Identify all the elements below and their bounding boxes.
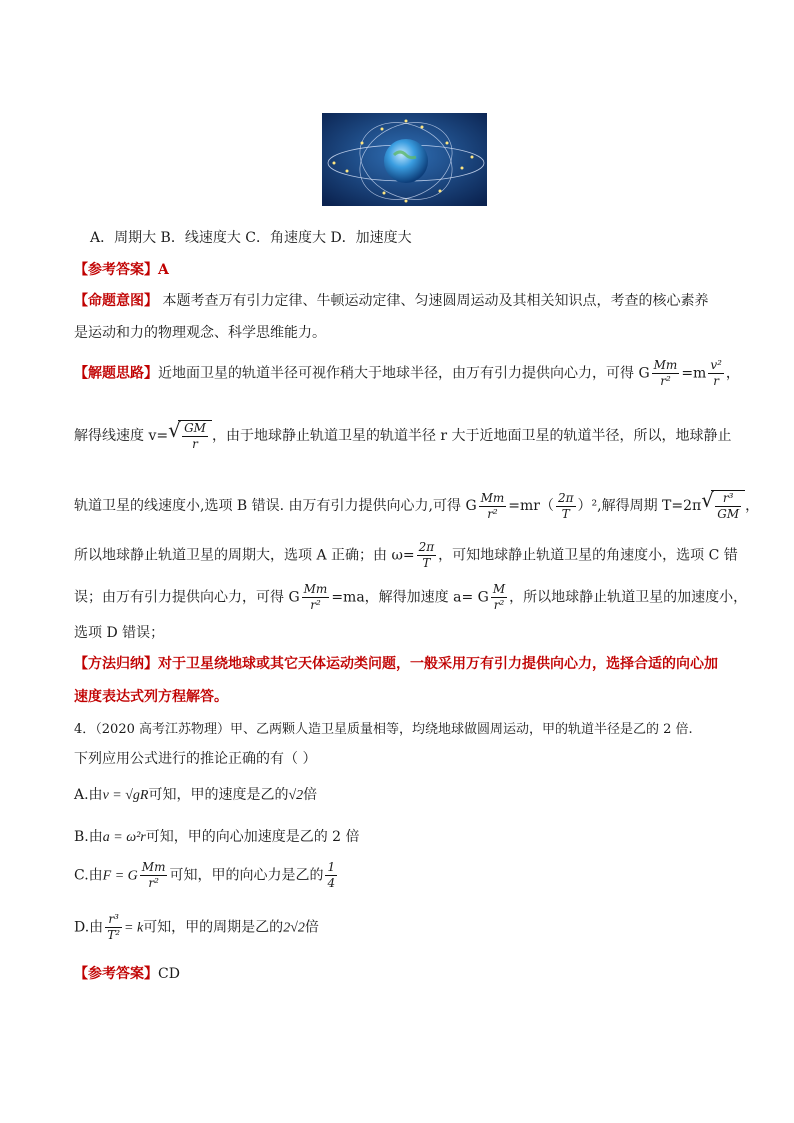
num: M — [492, 582, 506, 596]
text: =m — [681, 365, 707, 382]
text: ）²,解得周期 T=2π — [577, 498, 702, 514]
solution-line5 — [74, 582, 747, 613]
satellite-orbit-image — [322, 113, 487, 206]
options-line: A．周期大 B．线速度大 C．角速度大 D．加速度大 — [90, 230, 412, 246]
equation: = k — [124, 920, 144, 936]
text: B.由 — [74, 829, 103, 845]
fraction-v2-r — [708, 358, 724, 389]
equation: 2 — [283, 920, 291, 936]
num: 2π — [558, 490, 574, 505]
q4-line1: 4．（2020 高考江苏物理）甲、乙两颗人造卫星质量相等，均绕地球做圆周运动，甲的轨道半径是乙的 2 倍. — [74, 722, 693, 737]
intent-line1 — [74, 290, 708, 310]
text: 可知，甲的速度是乙的 — [148, 787, 289, 803]
num: Mm — [480, 490, 505, 505]
text: ， — [745, 498, 760, 514]
method-text: 对于卫星绕地球或其它天体运动类问题，一般采用万有引力提供向心力，选择合适的向心加 — [158, 656, 718, 672]
solution-label: 【解题思路】 — [74, 365, 158, 382]
q4-option-a — [74, 784, 317, 804]
answer-label: 【参考答案】 — [74, 966, 158, 982]
den: T — [561, 506, 570, 521]
text: =ma，解得加速度 a= G — [331, 589, 489, 606]
answer-2 — [74, 963, 180, 983]
fraction-Mm-r2 — [479, 491, 507, 522]
text: 解得线速度 v= — [74, 428, 169, 444]
den: 4 — [327, 876, 336, 890]
intent-label: 【命题意图】 — [74, 293, 158, 309]
answer-value: A — [158, 262, 169, 278]
num: Mm — [303, 582, 328, 596]
text: ，由于地球静止轨道卫星的轨道半径 r 大于近地面卫星的轨道半径，所以，地球静止 — [211, 428, 732, 444]
den: r² — [310, 598, 321, 612]
equation: F = G — [102, 868, 138, 884]
text: D.由 — [74, 919, 104, 936]
sqrt-GM-r — [168, 420, 212, 452]
den: r² — [493, 598, 505, 612]
num: GM — [184, 421, 206, 435]
solution-line2 — [74, 420, 732, 452]
equation: √2 — [288, 788, 304, 803]
text: =mr（ — [508, 498, 554, 514]
answer-1 — [74, 259, 169, 279]
method-line2: 速度表达式列方程解答。 — [74, 689, 228, 705]
equation: a = ω²r — [102, 830, 146, 845]
text: ，所以地球静止轨道卫星的加速度小， — [509, 589, 748, 606]
fraction-2pi-T — [417, 540, 437, 571]
sqrt-sign: √ — [701, 488, 714, 512]
q4-option-d — [74, 912, 319, 943]
fraction-r3-T2 — [105, 912, 122, 943]
text: 所以地球静止轨道卫星的周期大，选项 A 正确；由 ω= — [74, 547, 415, 564]
equation: v = √gR — [102, 788, 149, 803]
method-line1 — [74, 653, 718, 673]
text: ，可知地球静止轨道卫星的角速度小，选项 C 错 — [438, 547, 738, 564]
den: r² — [660, 374, 671, 388]
den: r² — [487, 506, 498, 521]
q4-option-c — [74, 860, 339, 891]
text: 可知，甲的向心力是乙的 — [169, 867, 324, 884]
text: 轨道卫星的线速度小,选项 B 错误. 由万有引力提供向心力,可得 G — [74, 498, 477, 514]
num: Mm — [653, 358, 678, 372]
text: ， — [725, 365, 740, 382]
solution-line1 — [74, 358, 740, 389]
text: 倍 — [304, 919, 319, 936]
num: v² — [710, 358, 722, 372]
equation: √2 — [290, 920, 305, 936]
fraction-M-r2 — [491, 582, 507, 613]
den: T — [422, 556, 431, 570]
intent-line2: 是运动和力的物理观念、科学思维能力。 — [74, 325, 326, 341]
q4-option-b — [74, 826, 360, 846]
fraction-Mm-r2 — [140, 860, 168, 891]
den: r² — [148, 876, 159, 890]
text: C.由 — [74, 867, 103, 884]
fraction-Mm-r2 — [652, 358, 680, 389]
den: r — [713, 374, 719, 388]
sqrt-sign: √ — [168, 418, 181, 442]
answer-value: CD — [158, 966, 180, 982]
num: 1 — [327, 860, 336, 874]
text: 可知，甲的周期是乙的 — [143, 919, 284, 936]
intent-text: 本题考查万有引力定律、牛顿运动定律、匀速圆周运动及其相关知识点，考查的核心素养 — [158, 293, 709, 309]
den: r — [192, 437, 198, 451]
q4-line2: 下列应用公式进行的推论正确的有（ ） — [74, 751, 317, 767]
text: 倍 — [303, 787, 318, 803]
solution-line3 — [74, 490, 759, 522]
fraction — [182, 421, 208, 452]
num: r³ — [105, 912, 122, 928]
fraction-2pi-T — [556, 491, 576, 522]
num: 2π — [418, 540, 435, 554]
num: r³ — [715, 491, 741, 507]
fraction-Mm-r2 — [302, 582, 330, 613]
solution-line6: 选项 D 错误； — [74, 625, 165, 641]
fraction — [715, 491, 741, 522]
method-label: 【方法归纳】 — [74, 656, 158, 672]
text: 可知，甲的向心加速度是乙的 2 倍 — [145, 829, 360, 845]
answer-label: 【参考答案】 — [74, 262, 158, 278]
text: 误；由万有引力提供向心力，可得 G — [74, 589, 300, 606]
fraction-1-4 — [325, 860, 337, 891]
text: A.由 — [74, 787, 103, 803]
num: Mm — [141, 860, 166, 874]
solution-line4 — [74, 540, 738, 571]
den: GM — [717, 507, 740, 521]
solution-text: 近地面卫星的轨道半径可视作稍大于地球半径，由万有引力提供向心力，可得 G — [158, 365, 650, 382]
sqrt-r3-GM — [701, 490, 745, 522]
den: T² — [107, 928, 121, 942]
